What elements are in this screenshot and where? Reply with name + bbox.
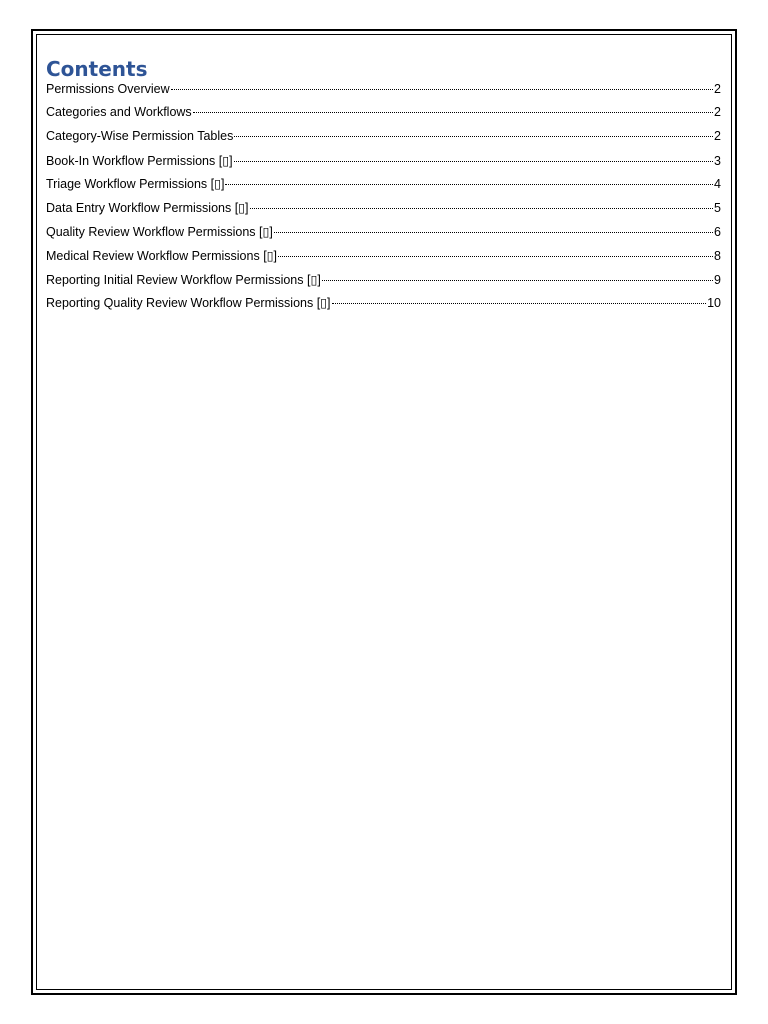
toc-entry-page: 4: [714, 177, 721, 192]
toc-heading: Contents: [46, 57, 148, 81]
toc-entry-title: Categories and Workflows: [46, 105, 192, 119]
toc-entry-category-wise-permission-tables[interactable]: [46, 129, 721, 153]
toc-entry-reporting-quality-review-workflow[interactable]: [46, 295, 721, 319]
toc-entry-reporting-initial-review-workflow[interactable]: [46, 272, 721, 296]
toc-entry-title: Medical Review Workflow Permissions [▯]: [46, 248, 278, 263]
toc-leader-dots: [322, 280, 713, 281]
toc-entry-page: 8: [714, 248, 721, 263]
toc-entry-data-entry-workflow[interactable]: [46, 200, 721, 224]
toc-entry-title: Reporting Quality Review Workflow Permissions [▯]: [46, 296, 331, 311]
toc-entry-page: 2: [714, 82, 721, 96]
toc-entry-categories-and-workflows[interactable]: [46, 105, 721, 129]
toc-entry-title: Book-In Workflow Permissions [▯]: [46, 153, 233, 168]
toc-leader-dots: [234, 161, 713, 162]
toc-entry-medical-review-workflow[interactable]: [46, 248, 721, 272]
toc-entry-page: 6: [714, 224, 721, 239]
table-of-contents: [46, 56, 721, 319]
toc-entry-book-in-workflow[interactable]: [46, 153, 721, 177]
toc-entry-page: 9: [714, 272, 721, 287]
toc-entry-page: 3: [714, 153, 721, 168]
toc-entry-page: 2: [714, 128, 721, 143]
toc-list: [46, 82, 721, 319]
toc-entry-title: Triage Workflow Permissions [▯]: [46, 177, 225, 192]
toc-leader-dots: [332, 303, 707, 304]
toc-entry-page: 2: [714, 105, 721, 119]
toc-entry-page: 5: [714, 201, 721, 216]
toc-leader-dots: [278, 256, 713, 257]
toc-leader-dots: [250, 208, 714, 209]
toc-entry-quality-review-workflow[interactable]: [46, 224, 721, 248]
toc-leader-dots: [274, 232, 713, 233]
toc-entry-title: Category-Wise Permission Tables: [46, 128, 234, 143]
toc-entry-title: Data Entry Workflow Permissions [▯]: [46, 201, 249, 216]
toc-leader-dots: [225, 184, 713, 185]
toc-entry-title: Reporting Initial Review Workflow Permissions [▯]: [46, 272, 321, 287]
toc-entry-page: 10: [707, 296, 721, 311]
toc-leader-dots: [171, 89, 713, 90]
toc-entry-title: Quality Review Workflow Permissions [▯]: [46, 224, 273, 239]
toc-entry-triage-workflow[interactable]: [46, 176, 721, 200]
toc-leader-dots: [193, 112, 713, 113]
toc-entry-permissions-overview[interactable]: [46, 82, 721, 105]
toc-entry-title: Permissions Overview: [46, 82, 170, 96]
toc-leader-dots: [234, 136, 713, 137]
